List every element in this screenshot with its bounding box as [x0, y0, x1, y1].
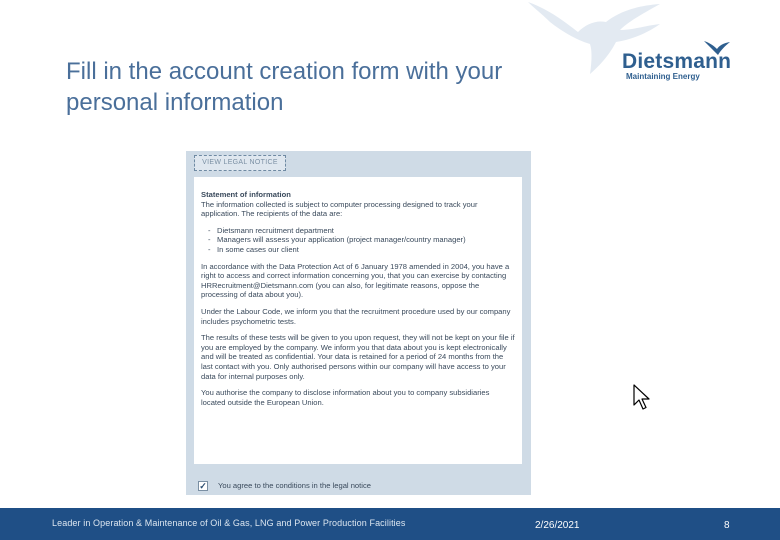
footer-date: 2/26/2021 — [535, 520, 580, 531]
list-item: - Managers will assess your application (project manager/country manager) — [208, 235, 516, 245]
logo-tagline: Maintaining Energy — [626, 72, 700, 81]
mouse-pointer-icon — [632, 383, 652, 411]
page-number: 8 — [724, 520, 730, 531]
list-item: - In some cases our client — [208, 245, 516, 255]
agree-checkbox[interactable]: ✓ — [199, 481, 207, 491]
data-protection-paragraph: In accordance with the Data Protection Act of 6 January 1978 amended in 2004, you have a right to access and correct information concerning you, that you can exercise by contacting HRRecruitment@Dietsmann.com (you can also, for legitimate reasons, oppose the processing of data about you). — [201, 261, 510, 300]
company-logo — [622, 40, 737, 82]
logo-name: Dietsmann — [622, 50, 732, 73]
footer-bar — [0, 508, 780, 540]
legal-notice-panel — [186, 151, 531, 495]
statement-heading: Statement of information — [201, 190, 291, 199]
view-legal-notice-button[interactable]: VIEW LEGAL NOTICE — [194, 155, 286, 171]
agree-row — [198, 480, 518, 492]
statement-of-information — [194, 177, 522, 464]
footer-tagline: Leader in Operation & Maintenance of Oil & Gas, LNG and Power Production Facilities — [52, 518, 406, 528]
list-item: - Dietsmann recruitment department — [208, 226, 516, 236]
slide-title: Fill in the account creation form with your personal information — [66, 58, 503, 116]
test-results-paragraph: The results of these tests will be given to you upon request, they will not be kept on your file if you are employed by the company. We inform you that data about you is kept electronically and will be treated as confidential. Your data is retained for a period of 24 months from the last contact with you. Only authorised persons within our company will have access to your data for internal purposes only. — [201, 333, 515, 381]
authorise-paragraph: You authorise the company to disclose information about you to company subsidiaries located outside the European Union. — [201, 388, 490, 407]
labour-code-paragraph: Under the Labour Code, we inform you that the recruitment procedure used by our company includes psychometric tests. — [201, 306, 511, 326]
statement-intro: The information collected is subject to computer processing designed to track your application. The recipients of the data are: — [201, 199, 478, 219]
recipients-list — [201, 226, 516, 255]
agree-label[interactable]: You agree to the conditions in the legal notice — [218, 481, 371, 490]
